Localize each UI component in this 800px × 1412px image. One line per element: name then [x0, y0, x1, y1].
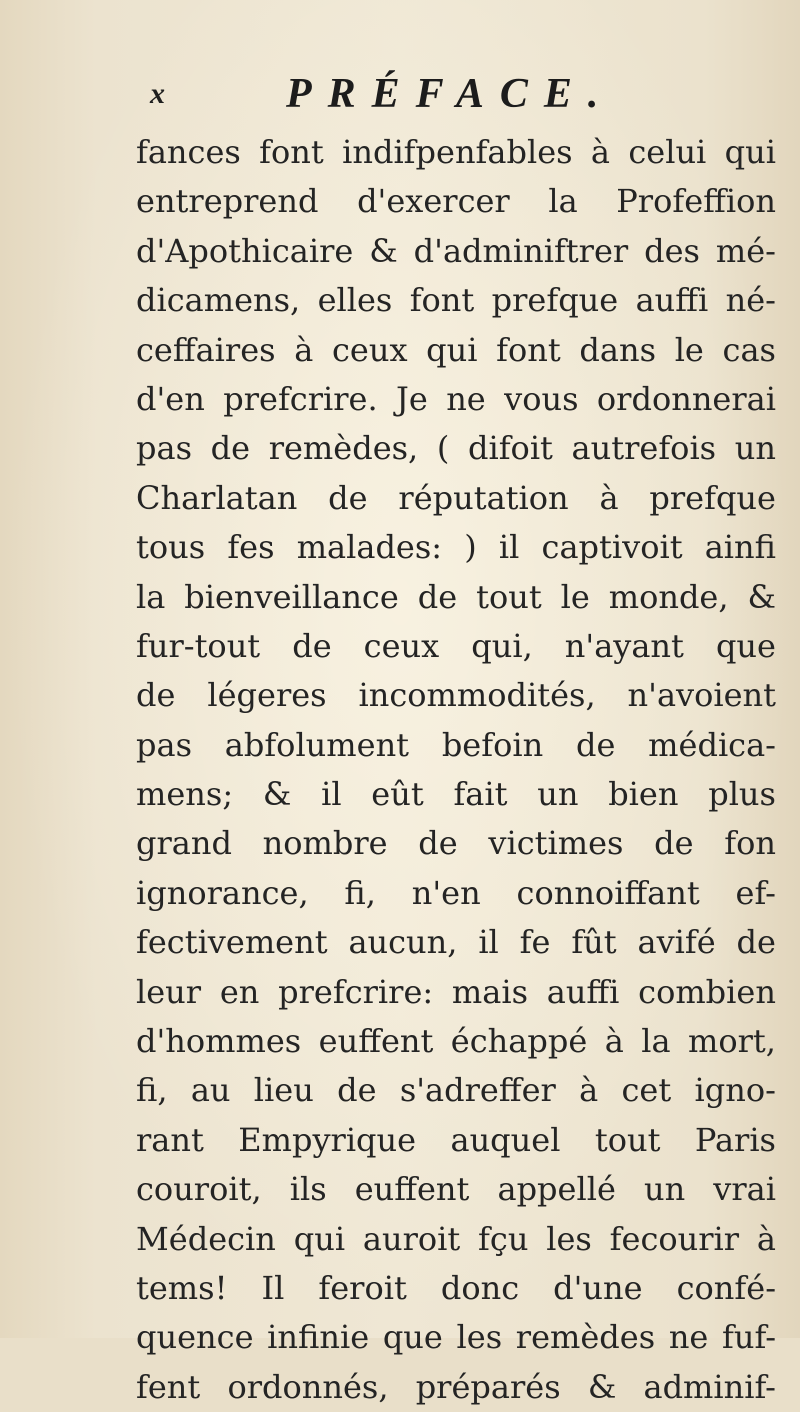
text-line: Médecin qui auroit fçu les fecourir à [136, 1219, 776, 1258]
text-line: couroit, ils euffent appellé un vrai [136, 1170, 776, 1209]
running-head: PRÉFACE. [286, 71, 615, 117]
text-line: rant Empyrique auquel tout Paris [136, 1120, 776, 1159]
text-line: fi, au lieu de s'adreffer à cet igno- [136, 1071, 776, 1110]
text-line: fances font indifpenfables à celui qui [136, 133, 776, 171]
text-line: fectivement aucun, il fe fût avifé de [136, 923, 776, 962]
text-line: pas de remèdes, ( difoit autrefois un [136, 429, 776, 468]
text-line: entreprend d'exercer la Profeffion [136, 182, 776, 221]
text-line: Charlatan de réputation à prefque [136, 478, 776, 517]
text-line: ceffaires à ceux qui font dans le cas [136, 330, 776, 369]
text-line: tems! Il feroit donc d'une confé- [136, 1268, 776, 1307]
page-number: x [150, 77, 165, 110]
text-line: mens; & il eût fait un bien plus [136, 775, 776, 814]
text-line: d'en prefcrire. Je ne vous ordonnerai [136, 379, 776, 418]
text-line: de légeres incommodités, n'avoient [136, 676, 776, 715]
text-line: la bienveillance de tout le monde, & [136, 577, 776, 616]
page-header [0, 72, 800, 116]
text-line: dicamens, elles font prefque auffi né- [136, 281, 776, 320]
text-line: grand nombre de victimes de fon [136, 824, 776, 863]
text-line: tous fes malades: ) il captivoit ainfi [136, 528, 776, 567]
text-line: quence infinie que les remèdes ne fuf- [136, 1318, 776, 1357]
text-line: d'hommes euffent échappé à la mort, [136, 1022, 776, 1061]
text-line: d'Apothicaire & d'adminiftrer des mé- [136, 231, 776, 270]
body-text [136, 128, 776, 1412]
text-line: leur en prefcrire: mais auffi combien [136, 972, 776, 1011]
text-line: pas abfolument befoin de médica- [136, 725, 776, 764]
text-line: ignorance, fi, n'en connoiffant ef- [136, 873, 776, 912]
text-line: fur-tout de ceux qui, n'ayant que [136, 626, 776, 665]
text-line: fent ordonnés, préparés & adminif- [136, 1367, 776, 1406]
